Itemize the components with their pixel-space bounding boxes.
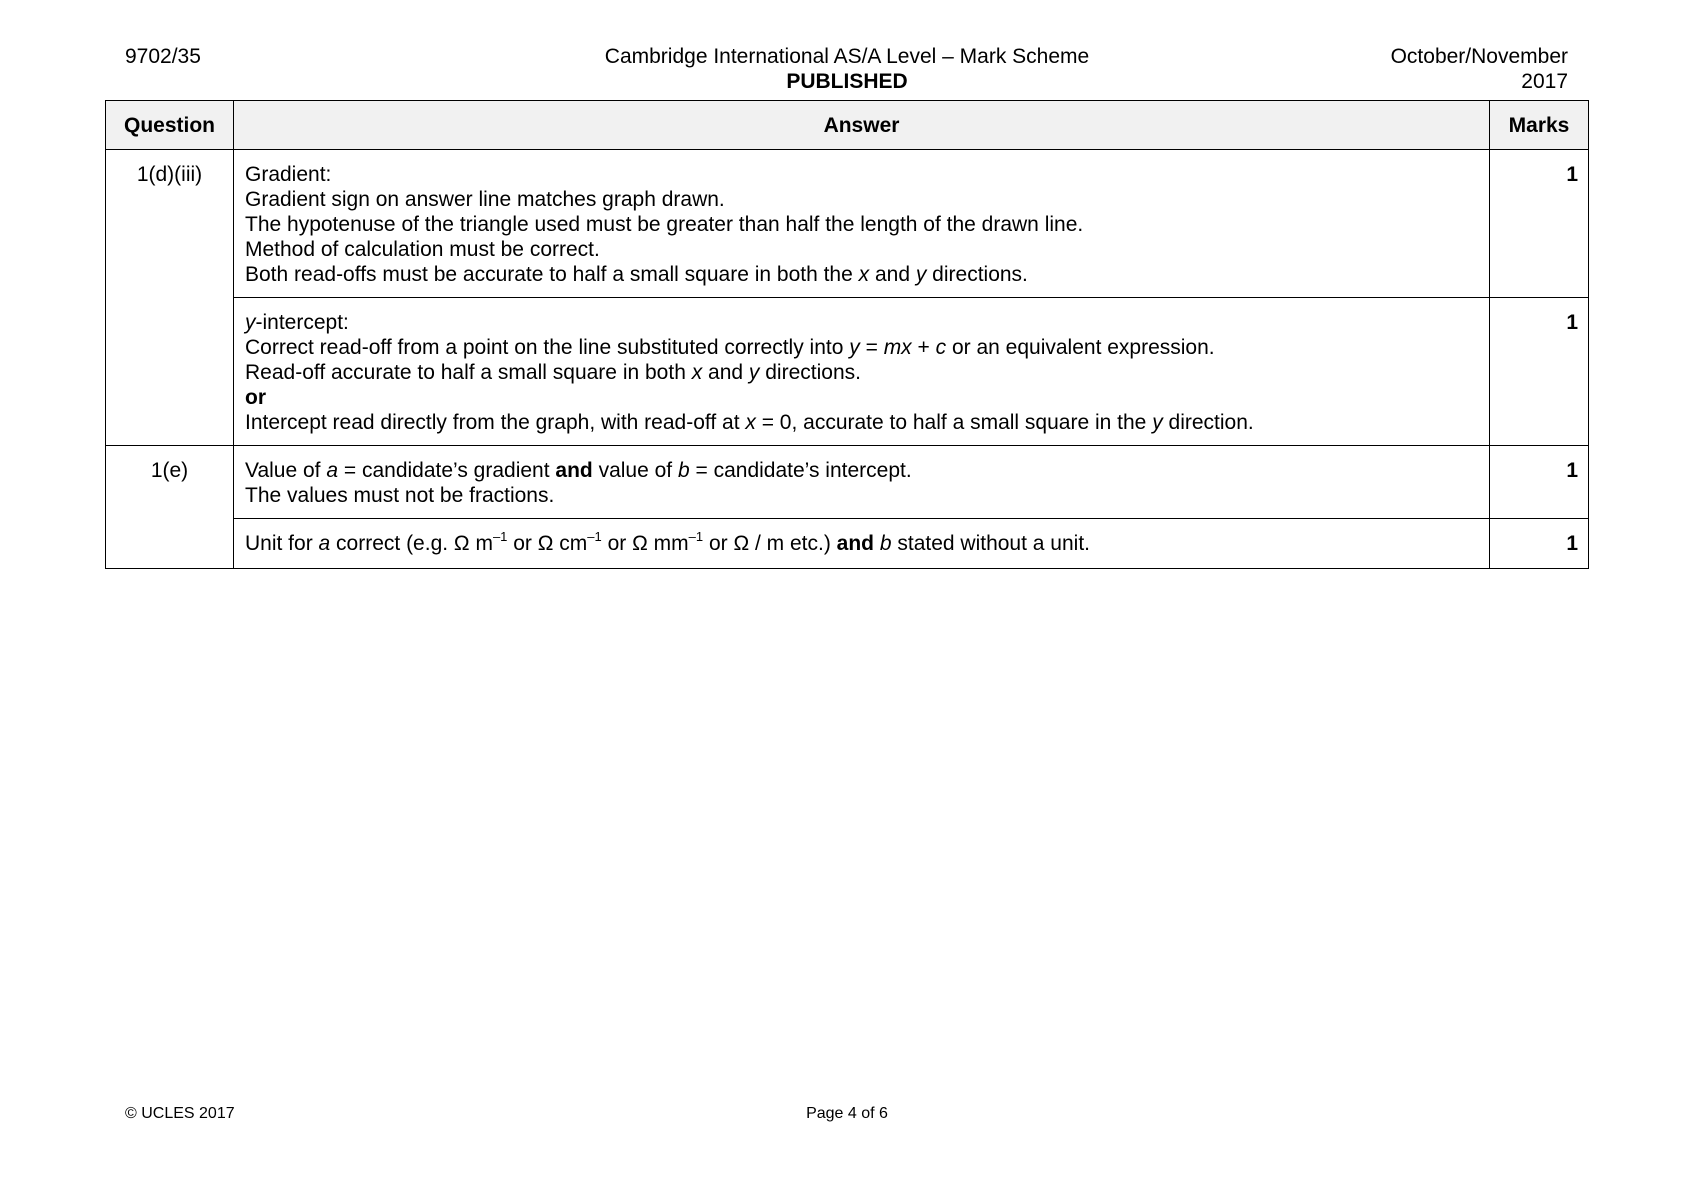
- table-row: [106, 150, 1589, 298]
- session-year: 2017: [1521, 70, 1568, 93]
- answer-header: Answer: [234, 101, 1490, 150]
- or-label: or: [245, 386, 266, 409]
- mark-value: 1: [1490, 446, 1589, 519]
- session-months: October/November: [1390, 45, 1568, 68]
- answer-line: The hypotenuse of the triangle used must be greater than half the length of the drawn line.: [245, 213, 1084, 236]
- page-number: Page 4 of 6: [806, 1105, 888, 1122]
- mark-value: 1: [1490, 519, 1589, 569]
- question-number: 1(d)(iii): [106, 150, 234, 446]
- table-header-row: [106, 101, 1589, 150]
- answer-line: Value of a = candidate’s gradient and value of b = candidate’s intercept.: [245, 459, 912, 482]
- table-row: [106, 298, 1589, 446]
- published-label: PUBLISHED: [786, 70, 908, 93]
- answer-line: Intercept read directly from the graph, with read-off at x = 0, accurate to half a small square in the y direction.: [245, 411, 1254, 434]
- answer-line: Gradient sign on answer line matches graph drawn.: [245, 188, 725, 211]
- copyright-notice: © UCLES 2017: [125, 1105, 235, 1122]
- answer-line: Read-off accurate to half a small square in both x and y directions.: [245, 361, 861, 384]
- answer-line: y-intercept:: [245, 311, 349, 334]
- question-number: 1(e): [106, 446, 234, 569]
- question-header: Question: [106, 101, 234, 150]
- mark-scheme-table: [105, 100, 1589, 569]
- mark-value: 1: [1490, 150, 1589, 298]
- table-row: [106, 446, 1589, 519]
- table-row: [106, 519, 1589, 569]
- paper-code: 9702/35: [125, 45, 201, 68]
- answer-line: The values must not be fractions.: [245, 484, 555, 507]
- answer-line: Correct read-off from a point on the line substituted correctly into y = mx + c or an equivalent expression.: [245, 336, 1215, 359]
- answer-cell: [234, 150, 1490, 298]
- answer-cell: [234, 446, 1490, 519]
- answer-line: Both read-offs must be accurate to half a small square in both the x and y directions.: [245, 263, 1028, 286]
- answer-cell: [234, 519, 1490, 569]
- answer-line: Gradient:: [245, 163, 332, 186]
- document-title: Cambridge International AS/A Level – Mark Scheme: [604, 45, 1090, 68]
- marks-header: Marks: [1490, 101, 1589, 150]
- mark-value: 1: [1490, 298, 1589, 446]
- exam-session: [1391, 44, 1568, 94]
- answer-line: Method of calculation must be correct.: [245, 238, 600, 261]
- answer-cell: [234, 298, 1490, 446]
- answer-line: Unit for a correct (e.g. Ω $m^{-1}$ or Ω $cm^{-1}$ or Ω $mm^{-1}$ or Ω / m etc.) and b stated without a unit.: [245, 529, 1090, 555]
